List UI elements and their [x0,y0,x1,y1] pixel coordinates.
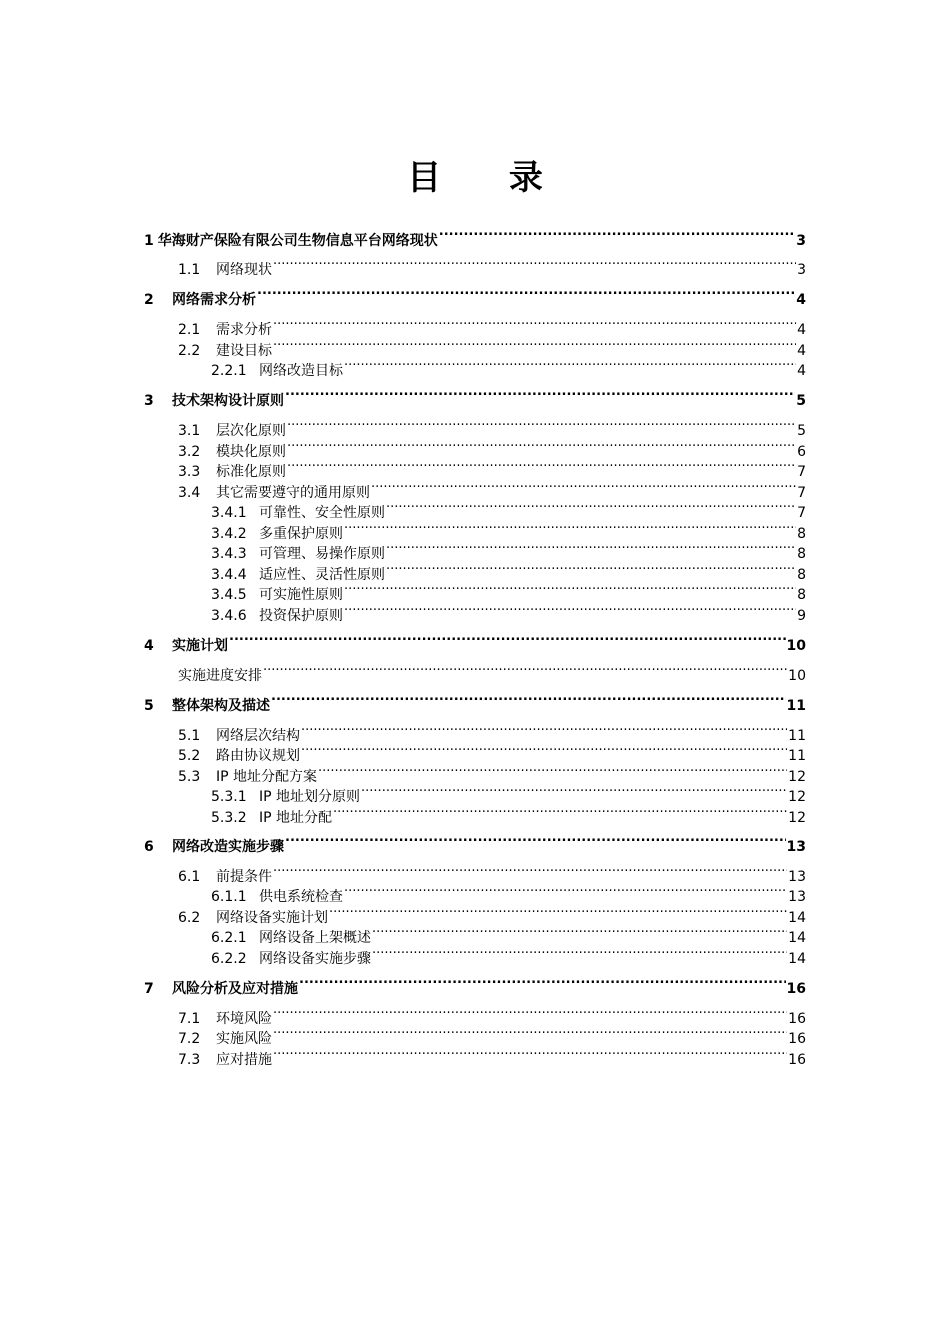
toc-text: 建设目标 [216,343,272,359]
toc-entry-7-3[interactable] [178,1044,806,1068]
toc-number: 4 [144,638,154,654]
toc-entry-3-4-3[interactable] [211,538,806,562]
toc-leader [439,225,796,245]
toc-entry-3-2[interactable] [178,436,806,460]
toc-number: 3.4.4 [211,567,247,583]
toc-text: 网络设备实施步骤 [259,951,371,967]
toc-leader [386,538,796,558]
toc-number: 3.4.1 [211,505,247,521]
toc-entry-5-1[interactable] [178,720,806,744]
toc-entry-4-schedule[interactable] [178,660,806,684]
toc-number: 3.4.5 [211,587,247,603]
toc-text: IP 地址分配 [259,810,333,826]
toc-text: 整体架构及描述 [172,698,270,714]
toc-number: 5.3.2 [211,810,247,826]
toc-entry-3-3[interactable] [178,456,806,480]
toc-text: 实施计划 [172,638,228,654]
toc-number: 6 [144,839,154,855]
toc-page: 16 [788,1052,806,1068]
toc-number: 6.2.2 [211,951,247,967]
toc-page: 3 [797,262,806,278]
toc-page: 13 [788,869,806,885]
toc-leader [229,630,786,650]
toc-entry-1[interactable] [144,225,806,249]
toc-leader [344,518,796,538]
toc-page: 3 [796,233,806,249]
toc-number: 5.1 [178,728,201,744]
toc-page: 9 [797,608,806,624]
toc-leader [301,740,787,760]
toc-page: 10 [786,638,806,654]
toc-leader [273,861,787,881]
toc-text: 前提条件 [216,869,272,885]
toc-leader [372,943,787,963]
toc-page: 8 [797,526,806,542]
toc-leader [273,1003,787,1023]
toc-leader [333,802,787,822]
toc-title: 目 录 [407,158,571,198]
toc-text: 网络改造目标 [259,363,343,379]
toc-leader [273,1044,787,1064]
toc-number: 7.1 [178,1011,201,1027]
toc-number: 7.3 [178,1052,201,1068]
toc-page: 4 [797,322,806,338]
toc-leader [263,660,787,680]
toc-leader [299,973,786,993]
toc-entry-2-2-1[interactable] [211,355,806,379]
toc-page: 14 [788,930,806,946]
toc-number: 5.3.1 [211,789,247,805]
toc-page: 5 [797,423,806,439]
toc-page: 12 [788,769,806,785]
toc-number: 2.2 [178,343,201,359]
toc-entry-1-1[interactable] [178,254,806,278]
toc-page: 8 [797,567,806,583]
toc-text: 华海财产保险有限公司生物信息平台网络现状 [157,233,438,249]
toc-page: 6 [797,444,806,460]
toc-leader [271,690,786,710]
toc-entry-7[interactable] [144,973,806,997]
toc-leader [301,720,787,740]
toc-page: 8 [797,587,806,603]
toc-page: 14 [788,951,806,967]
toc-text: 实施进度安排 [178,668,262,684]
toc-page: 10 [788,668,806,684]
toc-leader [372,922,787,942]
toc-number: 2.2.1 [211,363,247,379]
toc-text: 适应性、灵活性原则 [259,567,385,583]
toc-number: 3.4.3 [211,546,247,562]
toc-leader [344,355,796,375]
toc-page: 14 [788,910,806,926]
toc-text: 网络设备上架概述 [259,930,371,946]
toc-leader [344,600,796,620]
toc-number: 3.1 [178,423,201,439]
toc-page: 4 [797,343,806,359]
toc-page: 7 [797,464,806,480]
toc-leader [257,284,795,304]
toc-number: 6.1 [178,869,201,885]
toc-page: 4 [797,363,806,379]
toc-entry-2[interactable] [144,284,806,308]
toc-text: 网络现状 [216,262,272,278]
toc-entry-6-2-1[interactable] [211,922,806,946]
toc-entry-6-1-1[interactable] [211,881,806,905]
toc-text: 环境风险 [216,1011,272,1027]
toc-page: 7 [797,505,806,521]
toc-text: 层次化原则 [216,423,286,439]
toc-text: 路由协议规划 [216,748,300,764]
toc-leader [287,415,796,435]
toc-text: 实施风险 [216,1031,272,1047]
toc-number: 3.4.6 [211,608,247,624]
toc-entry-3-4-5[interactable] [211,579,806,603]
toc-page: 13 [788,889,806,905]
toc-number: 6.2 [178,910,201,926]
toc-text: 应对措施 [216,1052,272,1068]
toc-entry-6-1[interactable] [178,861,806,885]
toc-entry-7-1[interactable] [178,1003,806,1027]
toc-text: 网络层次结构 [216,728,300,744]
toc-number: 3.4.2 [211,526,247,542]
toc-leader [273,335,796,355]
toc-entry-5-3-1[interactable] [211,781,806,805]
toc-text: 网络设备实施计划 [216,910,328,926]
toc-leader [285,385,795,405]
toc-number: 3.3 [178,464,201,480]
toc-number: 5 [144,698,154,714]
toc-entry-6-2-2[interactable] [211,943,806,967]
toc-number: 7 [144,981,154,997]
toc-page: 12 [788,789,806,805]
toc-leader [273,1023,787,1043]
toc-text: 可靠性、安全性原则 [259,505,385,521]
toc-entry-6-2[interactable] [178,902,806,926]
toc-text: 网络改造实施步骤 [172,839,284,855]
toc-leader [285,831,786,851]
toc-entry-5-2[interactable] [178,740,806,764]
toc-entry-5-3[interactable] [178,761,806,785]
toc-page: 4 [796,292,806,308]
toc-text: 其它需要遵守的通用原则 [216,485,370,501]
toc-number: 6.2.1 [211,930,247,946]
toc-number: 5.3 [178,769,201,785]
toc-number: 3.4 [178,485,201,501]
toc-text: IP 地址分配方案 [216,769,318,785]
toc-leader [287,456,796,476]
toc-number: 5.2 [178,748,201,764]
toc-number: 1.1 [178,262,201,278]
toc-number: 2 [144,292,154,308]
toc-text: 多重保护原则 [259,526,343,542]
toc-leader [386,559,796,579]
toc-entry-3[interactable] [144,385,806,409]
toc-leader [371,477,796,497]
toc-entry-2-2[interactable] [178,335,806,359]
toc-page: 12 [788,810,806,826]
toc-text: 投资保护原则 [259,608,343,624]
toc-leader [318,761,787,781]
toc-leader [386,497,796,517]
toc-text: 模块化原则 [216,444,286,460]
toc-entry-7-2[interactable] [178,1023,806,1047]
toc-entry-5-3-2[interactable] [211,802,806,826]
toc-leader [361,781,787,801]
toc-leader [329,902,787,922]
toc-entry-5[interactable] [144,690,806,714]
toc-entry-3-4[interactable] [178,477,806,501]
toc-text: 供电系统检查 [259,889,343,905]
toc-number: 7.2 [178,1031,201,1047]
toc-entry-2-1[interactable] [178,314,806,338]
toc-leader [344,579,796,599]
toc-page: 16 [788,1011,806,1027]
toc-text: 标准化原则 [216,464,286,480]
toc-text: 需求分析 [216,322,272,338]
toc-page: 16 [786,981,806,997]
toc-entry-3-1[interactable] [178,415,806,439]
toc-text: 技术架构设计原则 [172,393,284,409]
toc-leader [344,881,787,901]
toc-page: 11 [788,728,806,744]
toc-entry-4[interactable] [144,630,806,654]
toc-number: 3 [144,393,154,409]
toc-entry-3-4-4[interactable] [211,559,806,583]
toc-text: 风险分析及应对措施 [172,981,298,997]
toc-number: 6.1.1 [211,889,247,905]
toc-leader [273,254,796,274]
toc-number: 3.2 [178,444,201,460]
toc-text: 网络需求分析 [172,292,256,308]
toc-text: 可实施性原则 [259,587,343,603]
toc-entry-3-4-2[interactable] [211,518,806,542]
toc-text: IP 地址划分原则 [259,789,361,805]
toc-page: 16 [788,1031,806,1047]
toc-number: 2.1 [178,322,201,338]
toc-entry-6[interactable] [144,831,806,855]
toc-page: 7 [797,485,806,501]
toc-leader [287,436,796,456]
toc-page: 11 [786,698,806,714]
toc-leader [273,314,796,334]
toc-page: 11 [788,748,806,764]
toc-entry-3-4-6[interactable] [211,600,806,624]
toc-entry-3-4-1[interactable] [211,497,806,521]
toc-page: 13 [786,839,806,855]
toc-page: 8 [797,546,806,562]
toc-text: 可管理、易操作原则 [259,546,385,562]
toc-page: 5 [796,393,806,409]
toc-number: 1 [144,233,154,249]
